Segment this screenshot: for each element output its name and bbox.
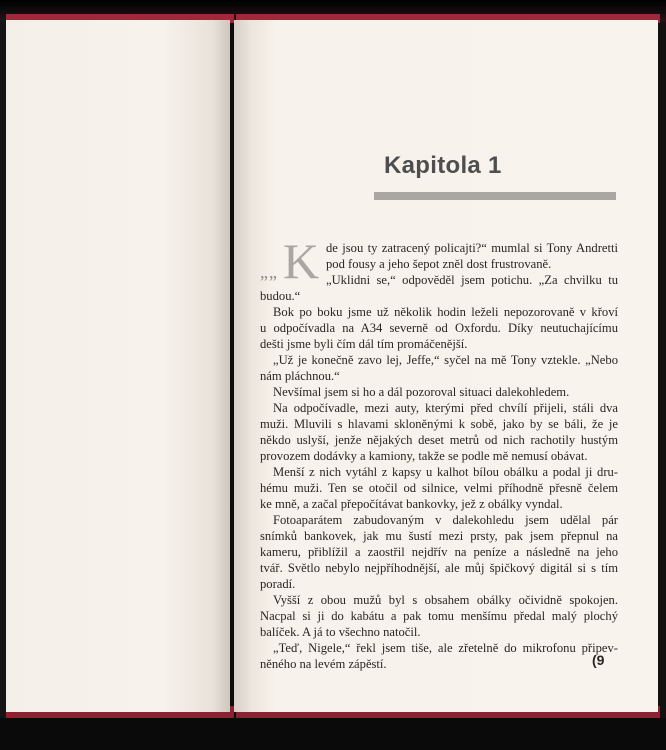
text-line: Nacpal si ji do kabátu a pak tomu menšímu předal malý plochý [260, 609, 618, 623]
text-line: nám pláchnou.“ [260, 369, 340, 383]
text-line: dešti jsme byli čím dál tím promáčenější. [260, 337, 468, 351]
drop-cap: K [283, 233, 320, 289]
scan-right-border [658, 0, 666, 750]
left-page [6, 20, 230, 712]
text-line: u odpočívadla na A34 severně od Oxfordu. Díky neutuchajícímu [260, 321, 618, 335]
chapter-title: Kapitola 1 [384, 152, 502, 179]
text-line: ke mně, a začal přepočítávat bankovky, jež z obálky vyndal. [260, 497, 563, 511]
text-line: provozem dodávky a kamiony, takže se podle mě nemusí obávat. [260, 449, 588, 463]
text-line: budou.“ [260, 289, 301, 303]
text-line: hému muži. Ten se otočil od silnice, velmi příhodně přesně čelem [260, 481, 618, 495]
text-line: Nevšímal jsem si ho a dál pozoroval situaci dalekohledem. [273, 385, 570, 399]
text-line: něného na levém zápěstí. [260, 657, 387, 671]
text-line: Na odpočívadle, mezi auty, kterými před chvílí přijeli, stáli dva [273, 401, 618, 415]
text-line: pod fousy a jeho šepot zněl dost frustrovaně. [326, 257, 552, 271]
text-line: poradí. [260, 577, 296, 591]
page-number: (9 [592, 652, 605, 668]
text-line: tvář. Světlo nebylo nejpříhodnější, ale můj špičkový digitál si s tím [260, 561, 618, 575]
text-line: Fotoaparátem zabudovaným v dalekohledu jsem udělal pár [273, 513, 618, 527]
drop-cap-quote-mark: „„ [260, 262, 278, 282]
text-line: muži. Mluvili s hlavami skloněnými k sobě, jako by se báli, že je [260, 417, 618, 431]
text-line: „Teď, Nigele,“ řekl jsem tiše, ale zřetelně do mikrofonu připev- [273, 641, 618, 655]
text-line: balíček. A já to všechno natočil. [260, 625, 421, 639]
text-line: kameru, přiblížil a zaostřil nejdřív na peníze a následně na jeho [260, 545, 618, 559]
text-line: snímků bankovek, jak mu šustí mezi prsty, pak jsem přepnul na [260, 529, 618, 543]
text-line: Menší z nich vytáhl z kapsy u kalhot bílou obálku a podal ji dru- [273, 465, 618, 479]
book-bottom-shadow [0, 718, 666, 750]
text-line: „Uklidni se,“ odpověděl jsem potichu. „Za chvilku tu [326, 273, 618, 287]
text-line: někdo uslyší, jenže nějakých deset metrů od nich rachotily hustým [260, 433, 618, 447]
text-line: Vyšší z obou mužů byl s obsahem obálky očividně spokojen. [273, 593, 618, 607]
title-underline-bar [374, 192, 616, 200]
text-line: „Už je konečně zavo lej, Jeffe,“ syčel na mě Tony vztekle. „Nebo [273, 353, 618, 367]
text-line: Bok po boku jsme už několik hodin leželi nepozorovaně v křoví [273, 305, 618, 319]
text-line: de jsou ty zatracený policajti?“ mumlal si Tony Andretti [326, 241, 618, 255]
